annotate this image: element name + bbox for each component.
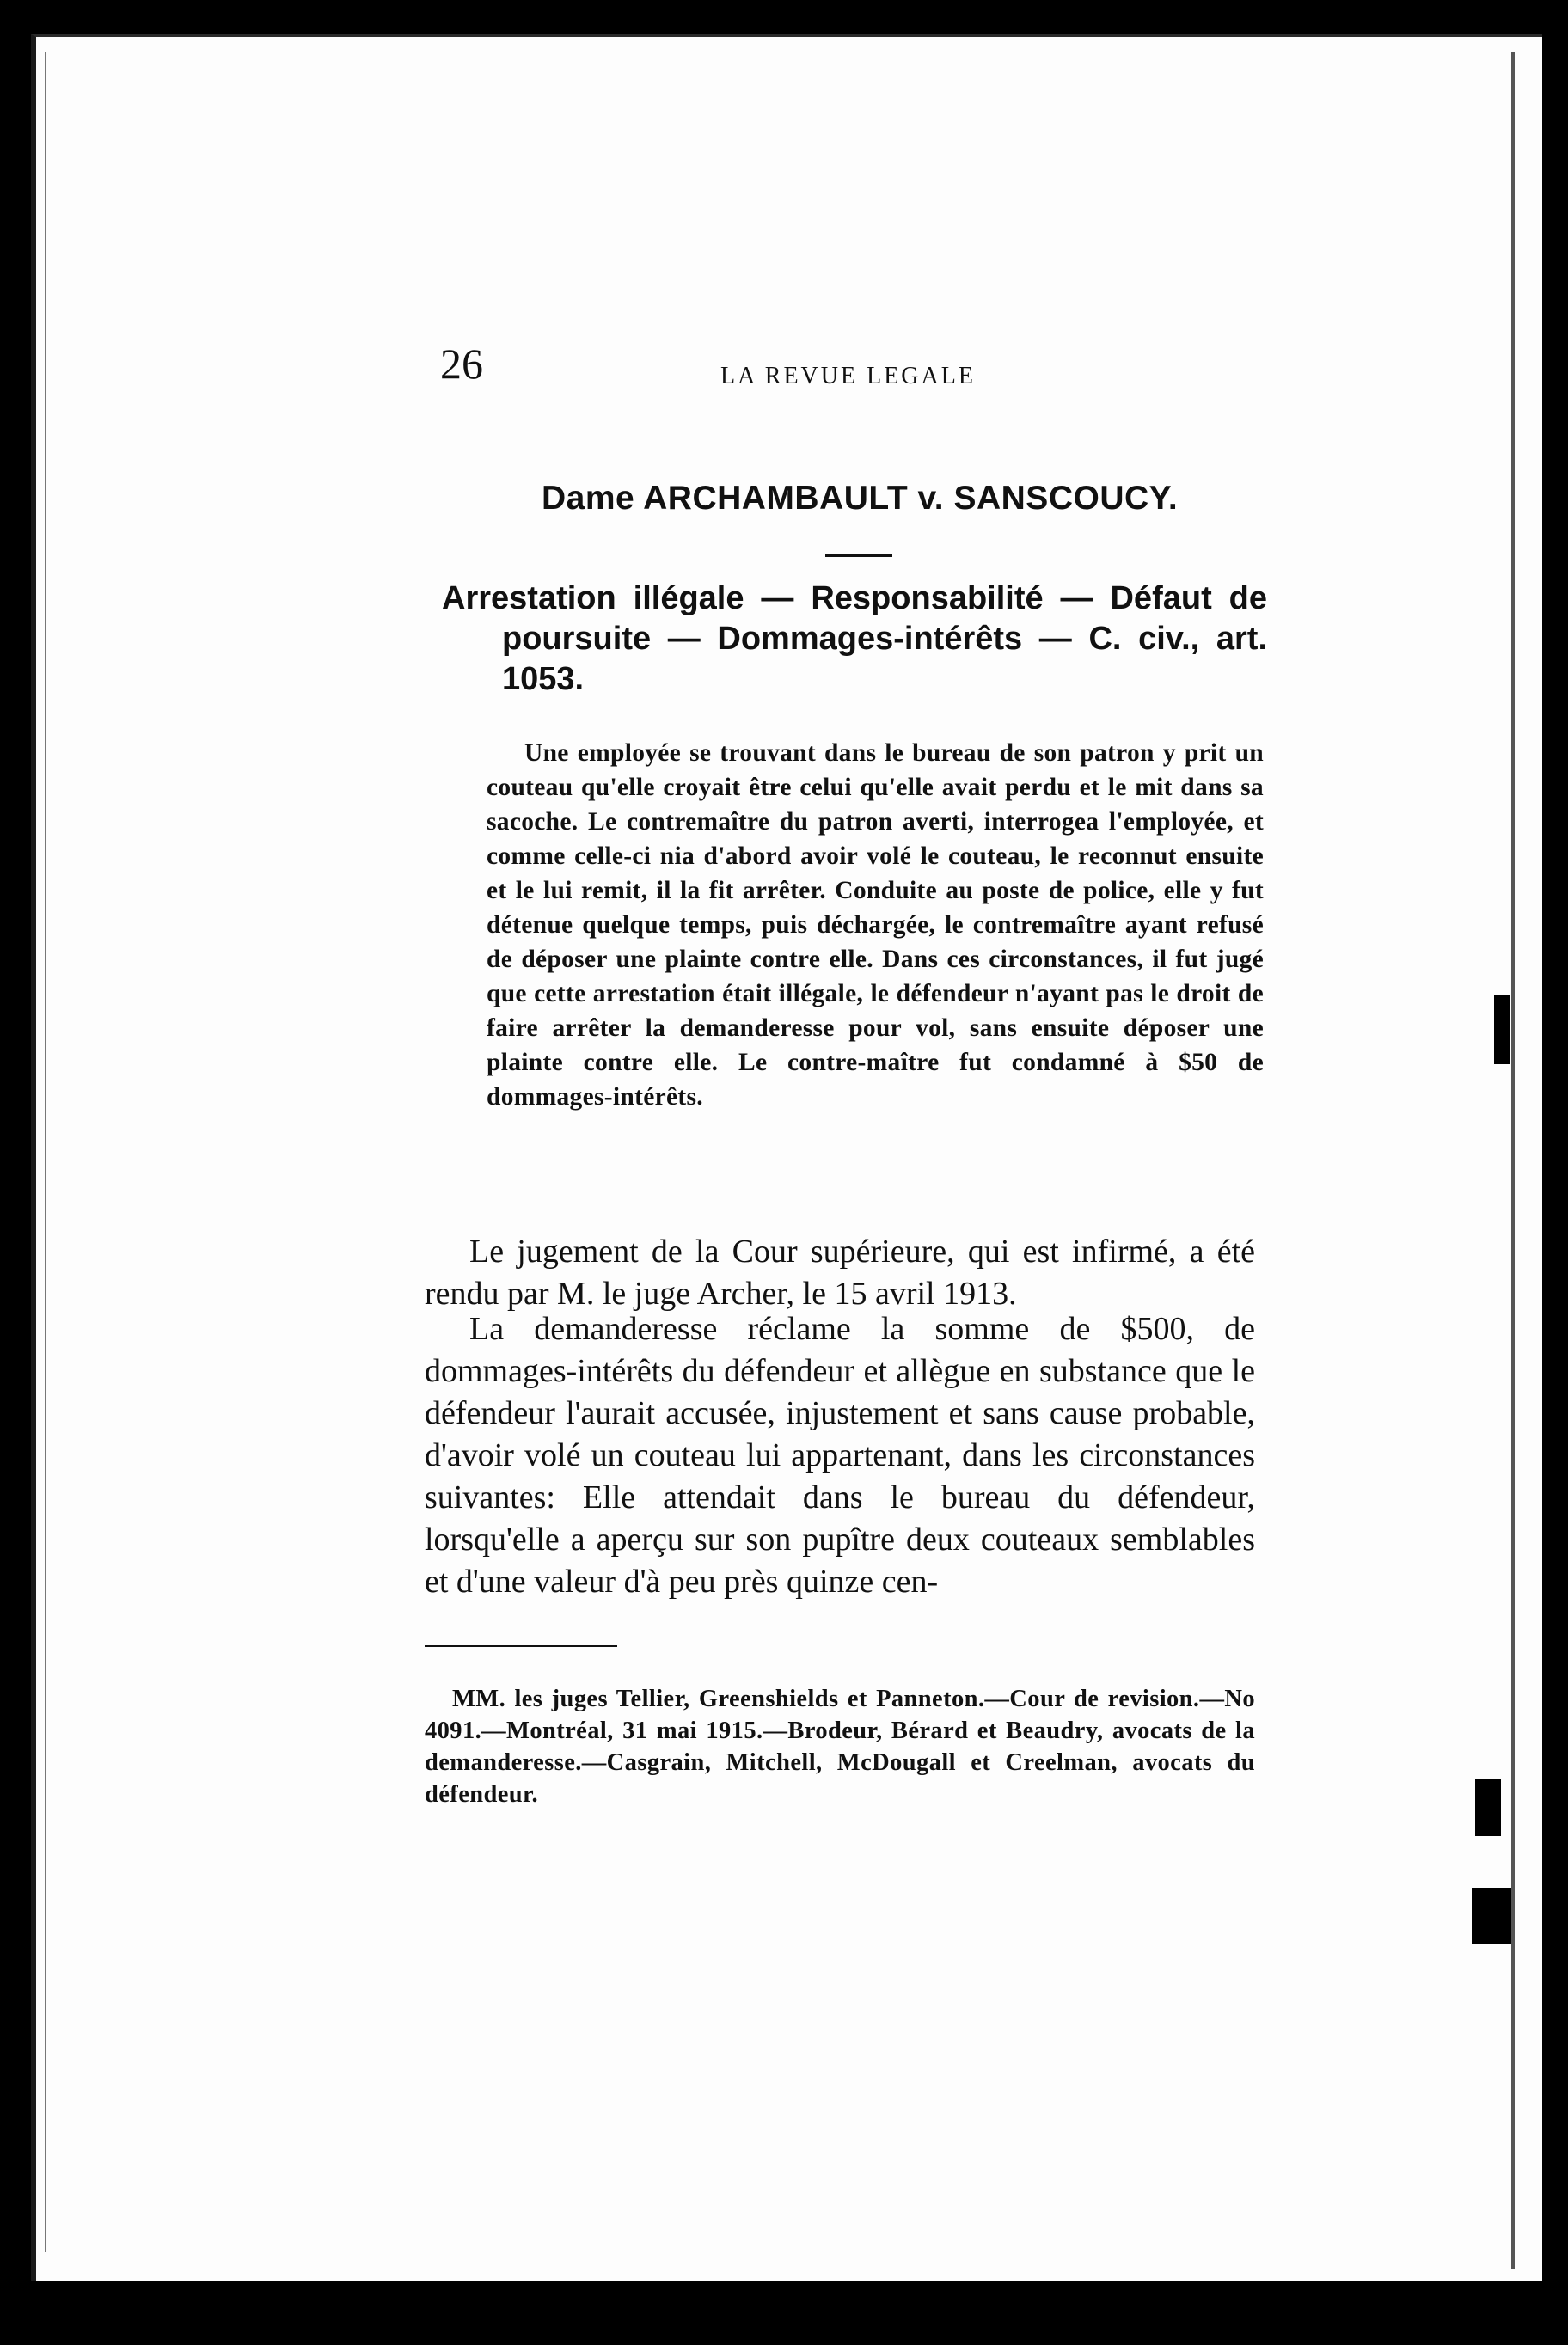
page-number: 26 (440, 340, 483, 388)
footnote-rule (425, 1645, 617, 1647)
case-summary: Une employée se trouvant dans le bureau de son patron y prit un couteau qu'elle croyait être celui qu'elle avait perdu et le mit dans sa sacoche. Le contremaître du patron averti, interrogea l'employée, et comme celle-ci nia d'abord avoir volé le couteau, le reconnut ensuite et le lui remit, il la fit arrêter. Conduite au poste de police, elle y fut détenue quelque temps, puis déchargée, le contremaître ayant refusé de déposer une plainte contre elle. Dans ces circonstances, il fut jugé que cette arrestation était illégale, le défendeur n'ayant pas le droit de faire arrêter la demanderesse pour vol, sans ensuite déposer une plainte contre elle. Le contre-maître fut condamné à $50 de dommages-intérêts. (487, 739, 1264, 1111)
running-head: LA REVUE LEGALE (720, 363, 976, 389)
title-rule (825, 554, 892, 557)
body-paragraph-2: La demanderesse réclame la somme de $500, de dommages-intérêts du défendeur et allègue en substance que le défendeur l'aurait accusée, injustement et sans cause probable, d'avoir volé un couteau lui appartenant, dans les circonstances suivantes: Elle attendait dans le bureau du défendeur, lorsqu'elle a aperçu sur son pupître deux couteaux semblables et d'une valeur d'à peu près quinze cen- (425, 1311, 1255, 1600)
case-title: Dame ARCHAMBAULT v. SANSCOUCY. (542, 480, 1179, 517)
footnote: MM. les juges Tellier, Greenshields et Panneton.—Cour de revision.—No 4091.—Montréal, 31 mai 1915.—Brodeur, Bérard et Beaudry, avocats de la demanderesse.—Casgrain, Mitchell, McDougall et Creelman, avocats du défendeur. (425, 1686, 1255, 1808)
case-keywords: Arrestation illégale — Responsabilité — Défaut de poursuite — Dommages-intérêts — C. civ., art. 1053. (442, 580, 1267, 697)
body-paragraph-1: Le jugement de la Cour supérieure, qui est infirmé, a été rendu par M. le juge Archer, le 15 avril 1913. (425, 1234, 1255, 1312)
